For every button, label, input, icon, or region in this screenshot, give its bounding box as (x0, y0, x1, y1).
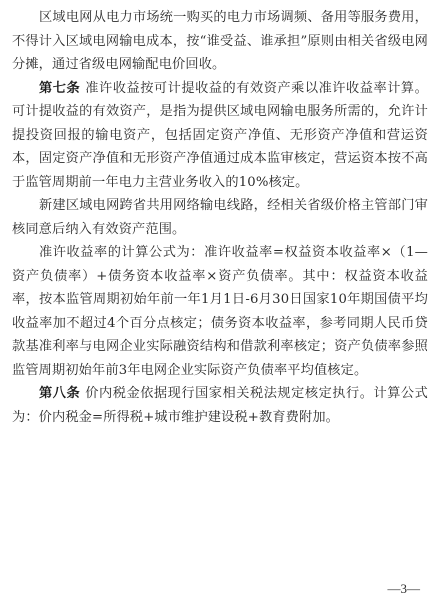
document-body (12, 6, 428, 429)
paragraph-text: 价内税金依据现行国家相关税法规定核定执行。计算公式为：价内税金=所得税+城市维护建设税+教育费附加。 (12, 386, 428, 425)
paragraph-text: 区域电网从电力市场统一购买的电力市场调频、备用等服务费用，不得计入区域电网输电成本，按“谁受益、谁承担”原则由相关省级电网分摊，通过省级电网输配电价回收。 (12, 10, 428, 72)
paragraph-text: 新建区域电网跨省共用网络输电线路，经相关省级价格主管部门审核同意后纳入有效资产范围。 (12, 198, 428, 237)
paragraph-grid-service-fees (12, 6, 428, 77)
paragraph-new-lines (12, 194, 428, 241)
paragraph-return-formula (12, 241, 428, 382)
paragraph-article-8 (12, 382, 428, 429)
paragraph-article-7 (12, 77, 428, 195)
paragraph-text: 准许收益率的计算公式为：准许收益率=权益资本收益率×（1—资产负债率）+债务资本收益率×资产负债率。其中：权益资本收益率，按本监管周期初始年前一年1月1日-6月30日国家10年期国债平均收益率加不超过4个百分点核定；债务资本收益率，参考同期人民币贷款基准利率与电网企业实际融资结构和借款利率核定；资产负债率参照监管周期初始年前3年电网企业实际资产负债率平均值核定。 (12, 245, 428, 378)
paragraph-text: 准许收益按可计提收益的有效资产乘以准许收益率计算。可计提收益的有效资产，是指为提供区域电网输电服务所需的，允许计提投资回报的输电资产，包括固定资产净值、无形资产净值和营运资本，固定资产净值和无形资产净值通过成本监审核定，营运资本按不高于监管周期前一年电力主营业务收入的10%核定。 (12, 80, 428, 190)
page-number: —3— (387, 581, 420, 596)
article-7-heading: 第七条 (39, 80, 86, 96)
article-8-heading: 第八条 (39, 386, 86, 401)
